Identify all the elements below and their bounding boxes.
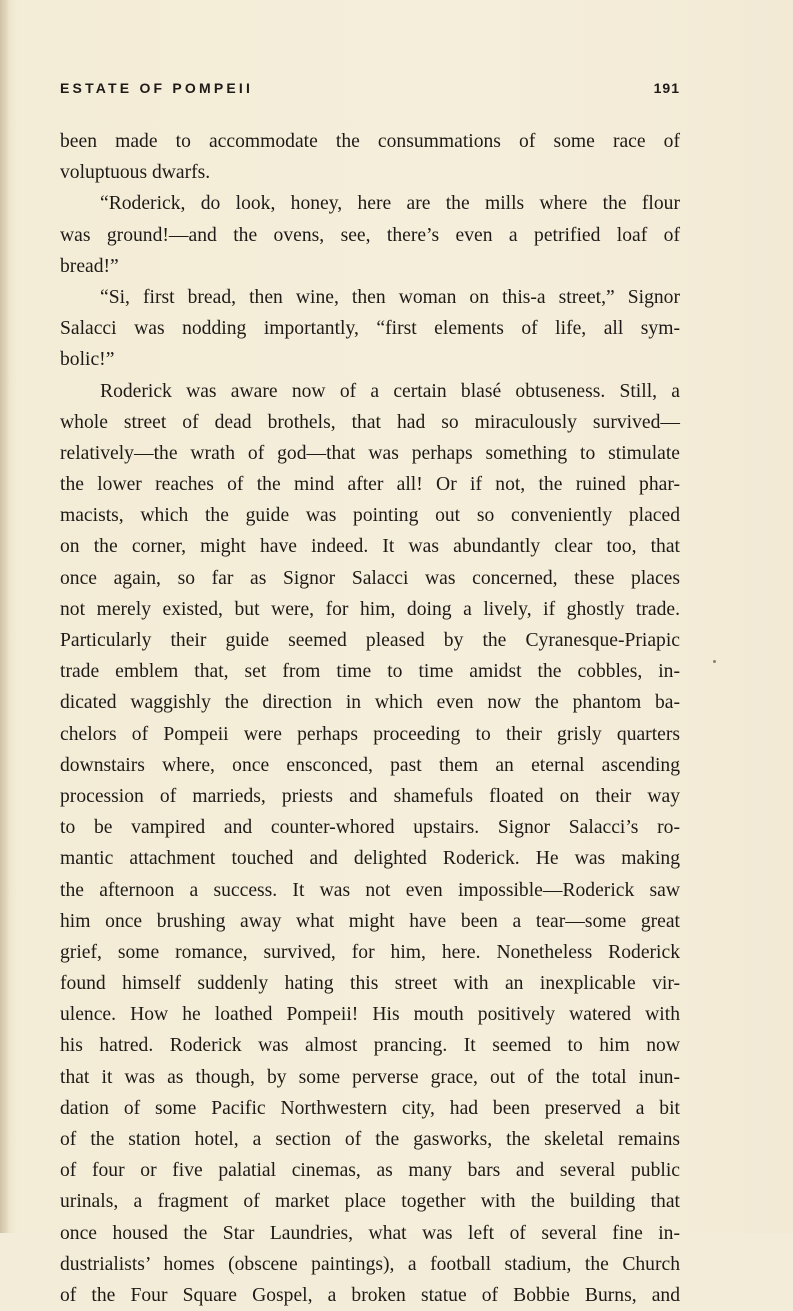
text-line: trade emblem that, set from time to time amidst the cobbles, in- — [60, 656, 680, 687]
text-line: bolic!” — [60, 344, 680, 375]
paragraph — [60, 188, 680, 282]
text-line: Roderick was aware now of a certain blasé obtuseness. Still, a — [60, 376, 680, 407]
running-head — [60, 80, 680, 102]
text-line: not merely existed, but were, for him, doing a lively, if ghostly trade. — [60, 594, 680, 625]
running-head-title: ESTATE OF POMPEII — [60, 80, 253, 96]
text-line: was ground!—and the ovens, see, there’s even a petrified loaf of — [60, 220, 680, 251]
text-line: relatively—the wrath of god—that was perhaps something to stimulate — [60, 438, 680, 469]
page-number: 191 — [654, 80, 680, 96]
text-line: ulence. How he loathed Pompeii! His mouth positively watered with — [60, 999, 680, 1030]
text-line: to be vampired and counter-whored upstairs. Signor Salacci’s ro- — [60, 812, 680, 843]
text-line: the afternoon a success. It was not even impossible—Roderick saw — [60, 875, 680, 906]
text-line: of four or five palatial cinemas, as many bars and several public — [60, 1155, 680, 1186]
text-line: that it was as though, by some perverse grace, out of the total inun- — [60, 1062, 680, 1093]
text-line: “Roderick, do look, honey, here are the mills where the flour — [60, 188, 680, 219]
text-line: him once brushing away what might have been a tear—some great — [60, 906, 680, 937]
text-line: the lower reaches of the mind after all! Or if not, the ruined phar- — [60, 469, 680, 500]
text-line: on the corner, might have indeed. It was abundantly clear too, that — [60, 531, 680, 562]
text-line: his hatred. Roderick was almost prancing. It seemed to him now — [60, 1030, 680, 1061]
text-line: dation of some Pacific Northwestern city, had been preserved a bit — [60, 1093, 680, 1124]
text-line: macists, which the guide was pointing out so conveniently placed — [60, 500, 680, 531]
paragraph — [60, 126, 680, 188]
text-line: grief, some romance, survived, for him, here. Nonetheless Roderick — [60, 937, 680, 968]
text-line: once housed the Star Laundries, what was left of several fine in- — [60, 1218, 680, 1249]
text-line: of the station hotel, a section of the gasworks, the skeletal remains — [60, 1124, 680, 1155]
text-line: dicated waggishly the direction in which even now the phantom ba- — [60, 687, 680, 718]
text-line: dustrialists’ homes (obscene paintings), a football stadium, the Church — [60, 1249, 680, 1280]
margin-speck — [713, 660, 716, 663]
text-line: once again, so far as Signor Salacci was concerned, these places — [60, 563, 680, 594]
paragraph — [60, 376, 680, 1311]
text-line: bread!” — [60, 251, 680, 282]
text-line: Salacci was nodding importantly, “first elements of life, all sym- — [60, 313, 680, 344]
text-line: procession of marrieds, priests and shamefuls floated on their way — [60, 781, 680, 812]
text-line: been made to accommodate the consummations of some race of — [60, 126, 680, 157]
text-line: of the Four Square Gospel, a broken statue of Bobbie Burns, and — [60, 1280, 680, 1311]
text-line: chelors of Pompeii were perhaps proceeding to their grisly quarters — [60, 719, 680, 750]
text-line: urinals, a fragment of market place together with the building that — [60, 1186, 680, 1217]
text-line: mantic attachment touched and delighted Roderick. He was making — [60, 843, 680, 874]
text-line: found himself suddenly hating this street with an inexplicable vir- — [60, 968, 680, 999]
text-line: downstairs where, once ensconced, past them an eternal ascending — [60, 750, 680, 781]
text-line: whole street of dead brothels, that had so miraculously survived— — [60, 407, 680, 438]
paragraph — [60, 282, 680, 376]
text-line: voluptuous dwarfs. — [60, 157, 680, 188]
body-text — [60, 126, 680, 1311]
text-line: “Si, first bread, then wine, then woman on this-a street,” Signor — [60, 282, 680, 313]
text-line: Particularly their guide seemed pleased by the Cyranesque-Priapic — [60, 625, 680, 656]
gutter-shadow — [0, 0, 10, 1233]
